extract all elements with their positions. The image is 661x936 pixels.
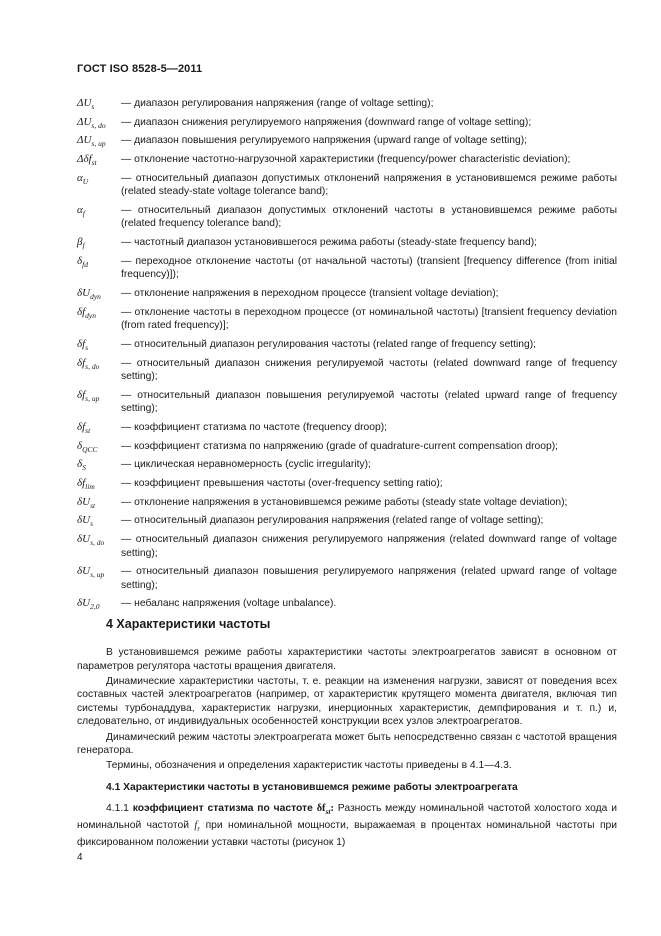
symbol-main: δf	[77, 356, 86, 369]
definition-symbol	[77, 440, 121, 457]
section-body	[77, 646, 617, 851]
rated-frequency-main: f	[194, 820, 198, 832]
paragraph: Термины, обозначения и определения характеристик частоты приведены в 4.1—4.3.	[106, 760, 512, 772]
symbol-subscript: st	[91, 158, 97, 168]
definition-row	[77, 236, 617, 250]
definition-symbol	[77, 458, 121, 475]
definition-symbol	[77, 116, 121, 133]
symbol-subscript: lim	[85, 482, 95, 491]
definition-text: — коэффициент превышения частоты (over-frequency setting ratio);	[121, 478, 443, 489]
definition-symbol	[77, 338, 121, 355]
definition-symbol	[77, 306, 121, 323]
definition-row	[77, 306, 617, 333]
definition-row	[77, 440, 617, 454]
subsection-title: 4.1 Характеристики частоты в установившемся режиме работы электроагрегата	[106, 781, 518, 793]
symbol-main: δf	[77, 305, 86, 318]
symbol-subscript: s, do	[85, 361, 100, 371]
symbol-subscript: S	[82, 463, 86, 473]
symbol-main: δf	[77, 337, 86, 350]
definition-row	[77, 514, 617, 528]
symbol-subscript: s, up	[90, 570, 105, 580]
term-symbol-main: δf	[316, 803, 326, 815]
definition-symbol	[77, 287, 121, 304]
symbol-subscript: st	[90, 500, 96, 510]
definition-text: — относительный диапазон допустимых отклонений напряжения в установившемся режиме работы (related steady-state voltage tolerance band);	[121, 172, 617, 198]
symbol-main: δU	[77, 514, 91, 527]
symbol-main: ΔU	[77, 97, 92, 109]
symbol-subscript: s, up	[85, 393, 100, 403]
definitions-list	[77, 97, 617, 616]
paragraph: Динамический режим частоты электроагрегата может быть непосредственно связан с частотой вращения генератора.	[77, 731, 617, 757]
definition-symbol	[77, 255, 121, 272]
symbol-subscript: f	[82, 208, 85, 218]
page-number: 4	[77, 852, 83, 863]
definition-row	[77, 533, 617, 560]
definition-text: — диапазон повышения регулируемого напряжения (upward range of voltage setting);	[121, 135, 527, 147]
standard-header: ГОСТ ISO 8528-5—2011	[77, 63, 203, 75]
definition-text: — отклонение напряжения в переходном процессе (transient voltage deviation);	[121, 288, 499, 299]
definition-symbol	[77, 236, 121, 253]
definition-row	[77, 389, 617, 416]
definition-text: — отклонение частоты в переходном процессе (от номинальной частоты) [transient frequency deviation (from rated frequency)];	[121, 306, 617, 332]
definition-symbol	[77, 153, 121, 170]
symbol-subscript: dyn	[90, 292, 101, 301]
definition-text: — относительный диапазон повышения регулируемого напряжения (related upward range of voltage setting);	[121, 566, 617, 591]
definition-symbol	[77, 514, 121, 531]
definition-text: — отклонение частотно-нагрузочной характеристики (frequency/power characteristic deviation);	[121, 154, 571, 166]
symbol-subscript: st	[85, 425, 91, 435]
definition-symbol	[77, 477, 121, 494]
symbol-main: δf	[77, 477, 86, 489]
definition-text: — относительный диапазон снижения регулируемой частоты (related downward range of frequency setting);	[121, 357, 617, 383]
definition-row	[77, 597, 617, 611]
definition-symbol	[77, 134, 121, 151]
definition-text: — относительный диапазон регулирования напряжения (related range of voltage setting);	[121, 515, 544, 527]
definition-text: — коэффициент статизма по напряжению (grade of quadrature-current compensation droop);	[121, 440, 558, 452]
definition-row	[77, 172, 617, 199]
definition-text: — переходное отклонение частоты (от начальной частоты) (transient [frequency difference (from initial frequency)]);	[121, 255, 617, 281]
symbol-subscript: s, do	[91, 120, 106, 130]
symbol-main: δU	[77, 565, 91, 578]
definition-row	[77, 565, 617, 592]
definition-text: — циклическая неравномерность (cyclic irregularity);	[121, 459, 371, 471]
definition-text: — диапазон регулирования напряжения (range of voltage setting);	[121, 98, 434, 109]
symbol-subscript: s	[91, 102, 95, 111]
symbol-main: δ	[77, 254, 83, 267]
definition-text: — относительный диапазон регулирования частоты (related range of frequency setting);	[121, 338, 537, 350]
definition-row	[77, 338, 617, 352]
symbol-main: δU	[77, 495, 91, 508]
definition-text: — небаланс напряжения (voltage unbalance).	[121, 598, 337, 610]
definition-row	[77, 458, 617, 472]
definition-symbol	[77, 565, 121, 582]
term-symbol	[316, 803, 334, 817]
definition-symbol	[77, 97, 121, 114]
clause-text: при номинальной мощности, выражаемая в процентах номинальной частоты при фиксированном положении уставки частоты (рисунок 1)	[77, 820, 617, 848]
symbol-subscript: 2,0	[90, 602, 100, 612]
definition-row	[77, 97, 617, 111]
symbol-subscript: f	[82, 241, 85, 251]
symbol-main: α	[77, 171, 83, 184]
definition-row	[77, 116, 617, 130]
clause-number: 4.1.1	[106, 803, 129, 815]
definition-symbol	[77, 597, 121, 614]
symbol-subscript: U	[82, 176, 89, 186]
definition-symbol	[77, 421, 121, 438]
definition-text: — диапазон снижения регулируемого напряжения (downward range of voltage setting);	[121, 116, 532, 128]
symbol-main: δU	[77, 287, 91, 299]
symbol-main: δf	[77, 420, 86, 433]
clause-text: Разность между номинальной частотой холостого хода и номинальной частотой	[77, 803, 617, 832]
definition-text: — коэффициент статизма по частоте (frequency droop);	[121, 421, 388, 433]
definition-row	[77, 134, 617, 148]
paragraph-4-1-1	[77, 802, 617, 849]
symbol-main: δU	[77, 597, 91, 610]
definition-symbol	[77, 496, 121, 513]
definition-row	[77, 477, 617, 491]
paragraph: Динамические характеристики частоты, т. е. реакции на изменения нагрузки, зависят от поведения всех составных частей электроагрегатов (например, от характеристик крутящего момента двигателя, включая тип системы турбонаддува, характеристик нагрузки, инерционных характеристик, демпфирования и т. п.) и, следовательно, от индивидуальных особенностей конструкции всех узлов электроагрегатов.	[77, 675, 617, 728]
symbol-main: δ	[77, 439, 83, 452]
symbol-subscript: s	[85, 342, 89, 352]
symbol-main: α	[77, 203, 83, 216]
definition-symbol	[77, 357, 121, 374]
definition-symbol	[77, 172, 121, 189]
symbol-subscript: QCC	[82, 444, 98, 454]
definition-text: — отклонение напряжения в установившемся режиме работы (steady state voltage deviation);	[121, 496, 568, 508]
definition-text: — относительный диапазон повышения регулируемой частоты (related upward range of frequency setting);	[121, 389, 617, 415]
paragraph: В установившемся режиме работы характеристики частоты электроагрегатов зависят в основном от параметров регулятора частоты вращения двигателя.	[77, 647, 617, 672]
definition-symbol	[77, 533, 121, 550]
symbol-main: δU	[77, 533, 91, 546]
term-symbol-colon: :	[330, 803, 334, 815]
definition-row	[77, 496, 617, 510]
term-symbol-sub: st	[325, 807, 331, 817]
symbol-subscript: s, do	[90, 538, 105, 548]
definition-text: — относительный диапазон допустимых отклонений частоты в установившемся режиме работы (related frequency tolerance band);	[121, 204, 617, 230]
definition-row	[77, 357, 617, 384]
definition-row	[77, 153, 617, 167]
definition-row	[77, 204, 617, 231]
definition-text: — относительный диапазон снижения регулируемого напряжения (related downward range of voltage setting);	[121, 534, 617, 559]
definition-row	[77, 287, 617, 301]
definition-symbol	[77, 389, 121, 406]
symbol-subscript: dyn	[85, 310, 97, 320]
symbol-main: ΔU	[77, 134, 92, 147]
definition-text: — частотный диапазон установившегося режима работы (steady-state frequency band);	[121, 237, 538, 249]
symbol-main: δ	[77, 458, 83, 471]
symbol-main: β	[77, 236, 83, 249]
symbol-main: δf	[77, 388, 86, 401]
rated-frequency-sub: r	[197, 824, 201, 834]
term: коэффициент статизма по частоте	[132, 803, 313, 815]
definition-row	[77, 421, 617, 435]
definition-symbol	[77, 204, 121, 221]
definition-row	[77, 255, 617, 282]
symbol-main: Δδf	[77, 153, 92, 166]
symbol-subscript: s, up	[91, 139, 106, 149]
symbol-main: ΔU	[77, 115, 92, 128]
section-title: 4 Характеристики частоты	[106, 617, 271, 631]
symbol-subscript: s	[90, 519, 93, 529]
symbol-subscript: fd	[82, 259, 88, 269]
